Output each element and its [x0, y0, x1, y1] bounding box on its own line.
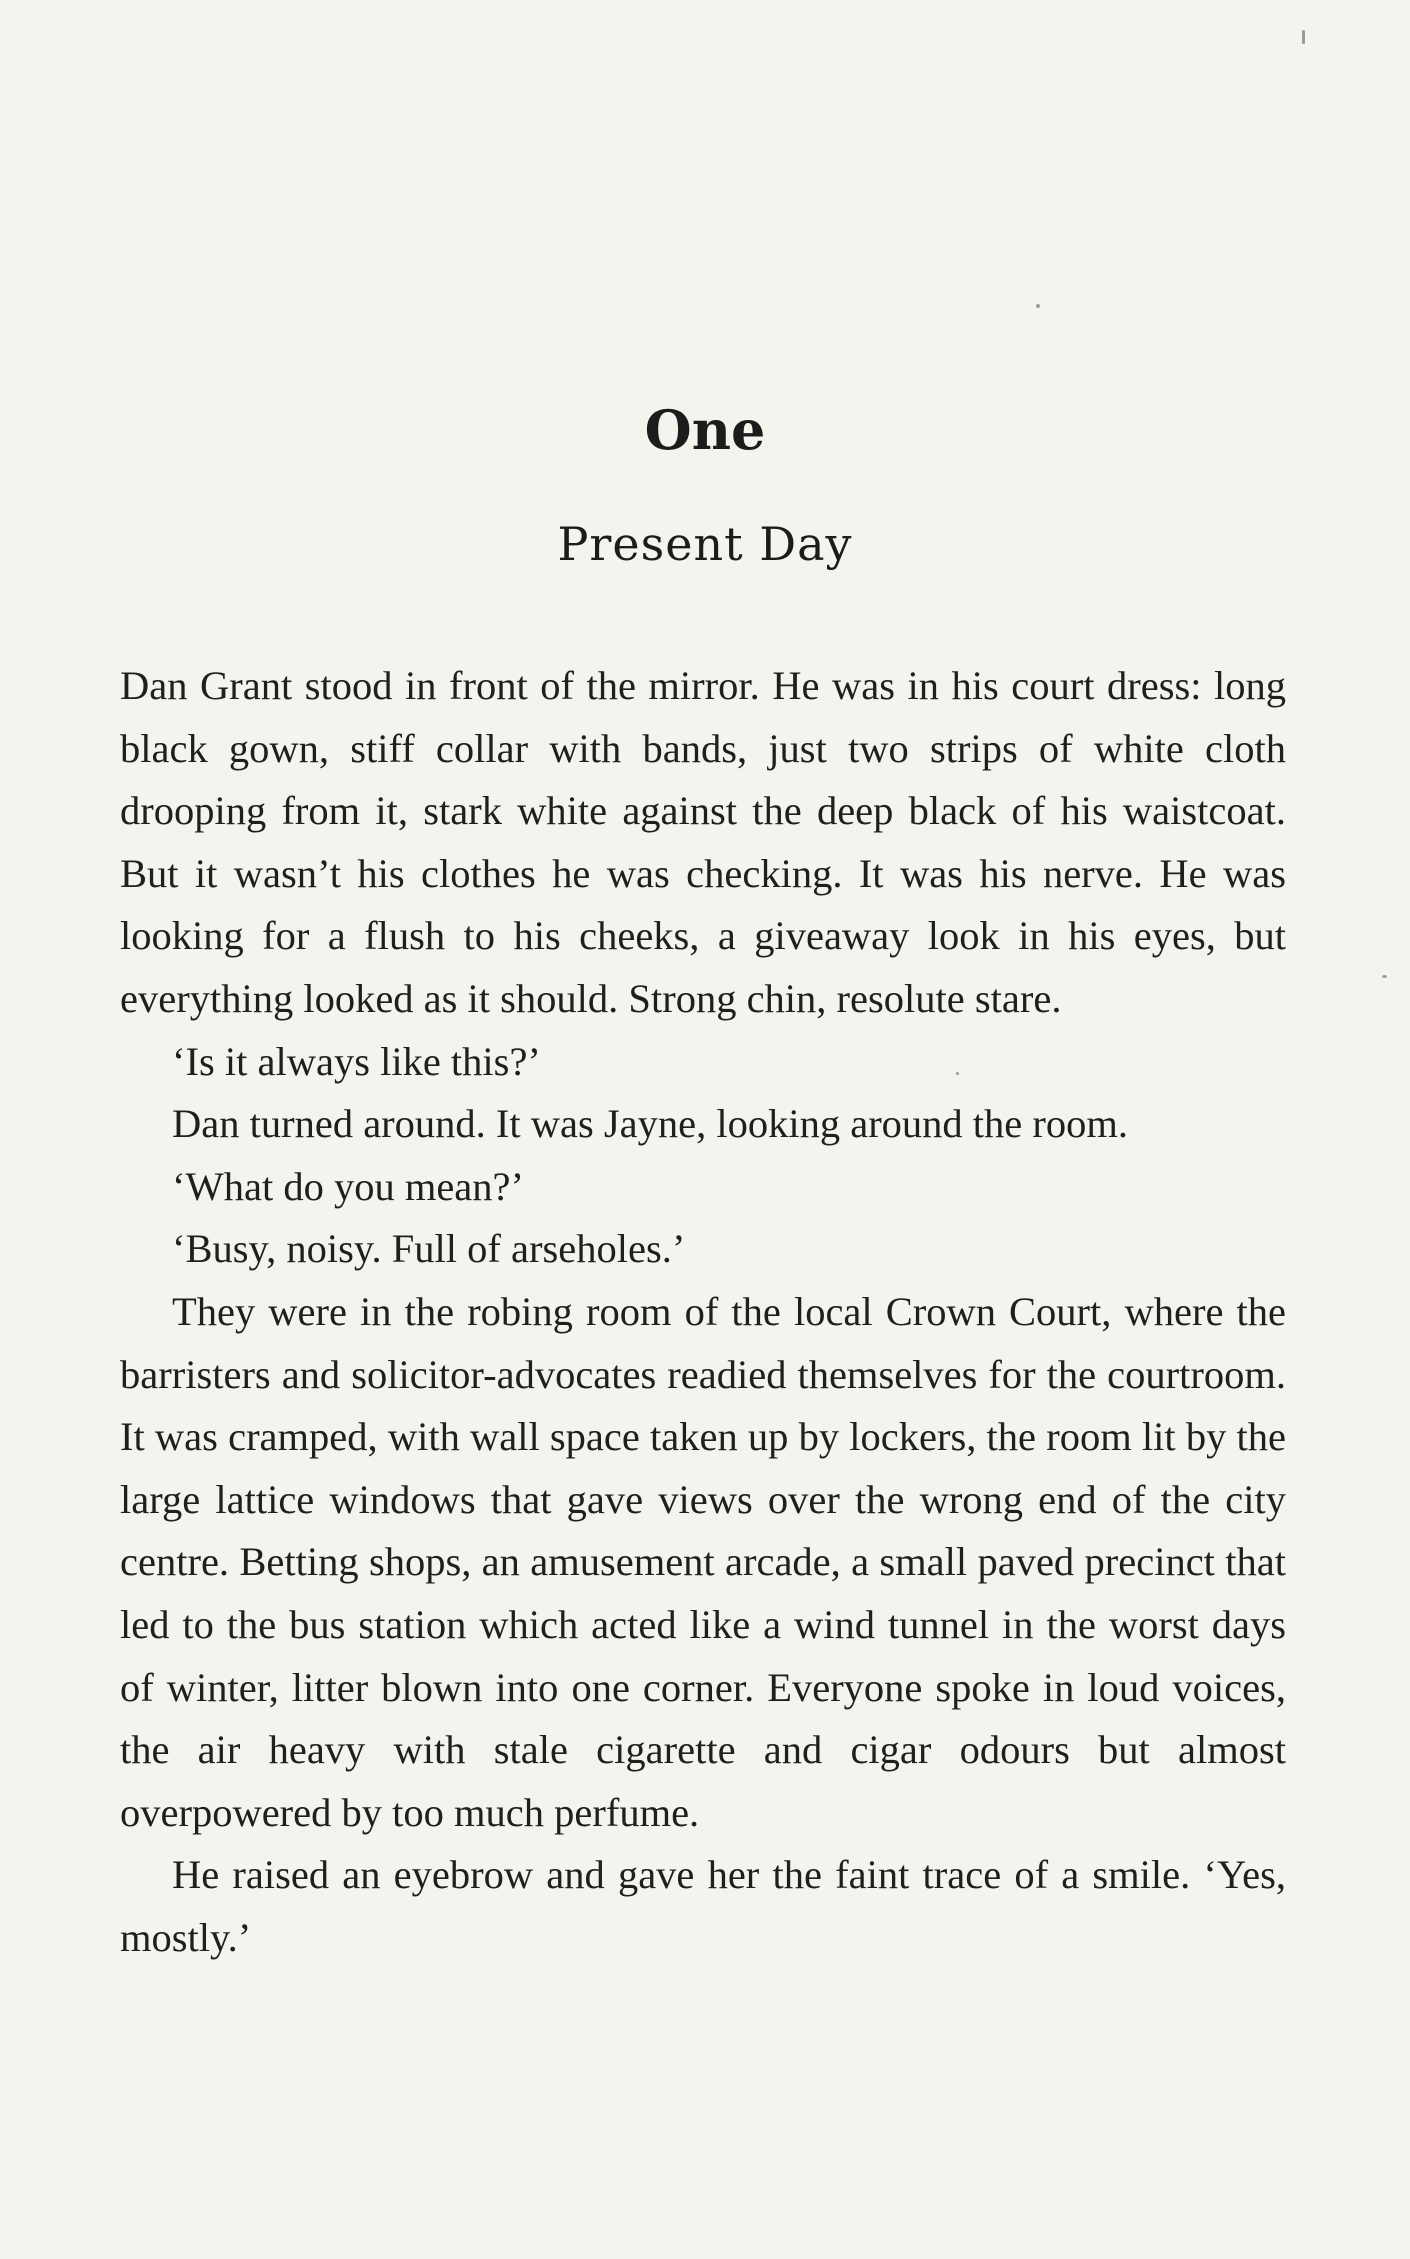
scan-speck: [1036, 304, 1040, 308]
chapter-body: [120, 655, 1286, 1969]
paragraph: ‘Is it always like this?’: [172, 1038, 541, 1084]
paragraph: ‘Busy, noisy. Full of arseholes.’: [172, 1226, 686, 1272]
paragraph: ‘What do you mean?’: [172, 1163, 524, 1209]
scan-speck: [1382, 975, 1387, 978]
paragraph: Dan turned around. It was Jayne, looking around the room.: [172, 1101, 1129, 1147]
paragraph: They were in the robing room of the local Crown Court, where the barristers and solicitor-advocates readied themselves for the courtroom. It was cramped, with wall space taken up by lockers, the room lit by the large lattice windows that gave views over the wrong end of the city centre. Betting shops, an amusement arcade, a small paved precinct that led to the bus station which acted like a wind tunnel in the worst days of winter, litter blown into one corner. Everyone spoke in loud voices, the air heavy with stale cigarette and cigar odours but almost overpowered by too much perfume.: [120, 1288, 1286, 1835]
paragraph: Dan Grant stood in front of the mirror. He was in his court dress: long black gown, stiff collar with bands, just two strips of white cloth drooping from it, stark white against the deep black of his waistcoat. But it wasn’t his clothes he was checking. It was his nerve. He was looking for a flush to his cheeks, a giveaway look in his eyes, but everything looked as it should. Strong chin, resolute stare.: [120, 663, 1286, 1021]
scan-speck: [1302, 30, 1305, 44]
chapter-subtitle: Present Day: [557, 517, 853, 571]
chapter-number: One: [644, 398, 766, 462]
paragraph: He raised an eyebrow and gave her the faint trace of a smile. ‘Yes, mostly.’: [120, 1852, 1286, 1960]
